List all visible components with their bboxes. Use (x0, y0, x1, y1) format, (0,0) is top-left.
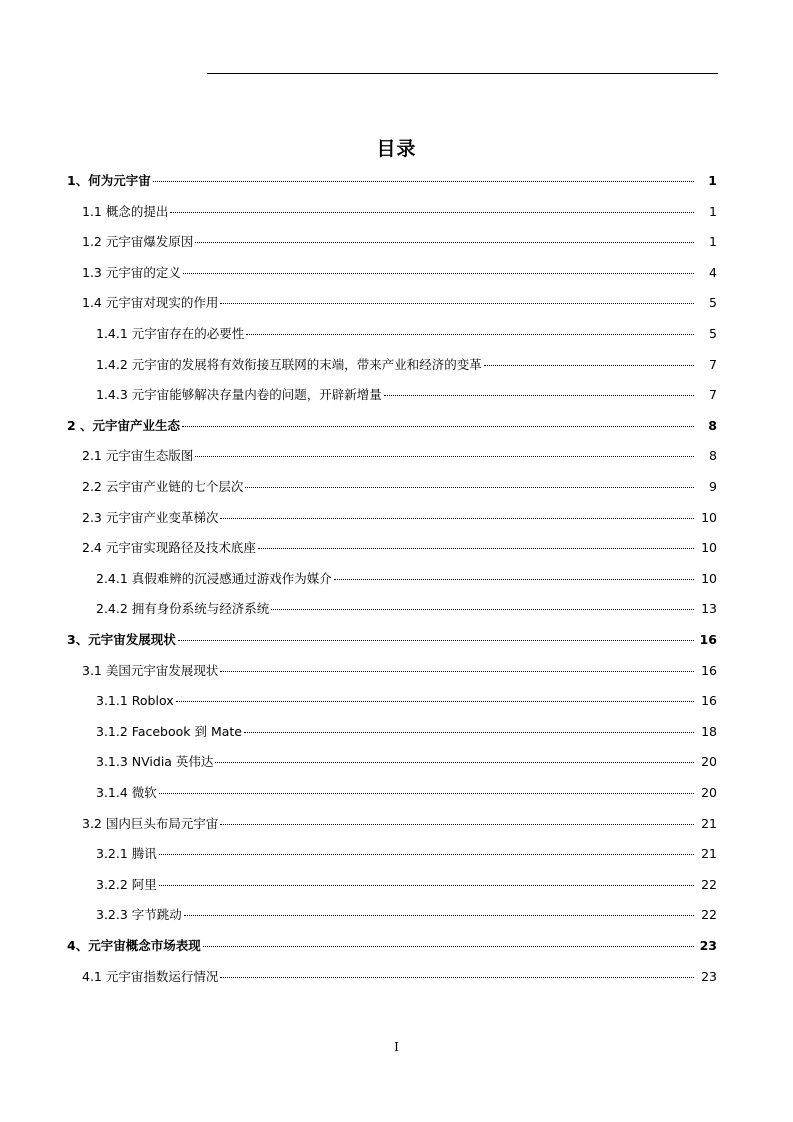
dot-leader (220, 518, 694, 519)
toc-entry-page: 10 (701, 509, 717, 525)
toc-entry[interactable] (0, 783, 793, 803)
toc-entry-page: 21 (701, 815, 717, 831)
dot-leader (244, 732, 694, 733)
toc-entry-page: 16 (701, 693, 717, 709)
toc-entry-page: 9 (709, 479, 717, 494)
toc-entry-label: 1.4.2 元宇宙的发展将有效衔接互联网的末端，带来产业和经济的变革 (96, 356, 482, 372)
toc-entry-page: 16 (701, 662, 717, 678)
toc-entry-page: 7 (709, 387, 717, 403)
toc-entry-page: 16 (699, 632, 717, 647)
toc-entry-label: 2 、元宇宙产业生态 (67, 417, 181, 433)
toc-entry[interactable] (0, 875, 793, 895)
dot-leader (245, 487, 694, 488)
toc-entry-label: 3.1.4 微软 (96, 785, 157, 800)
toc-entry-page: 23 (699, 938, 717, 953)
toc-entry-label: 3.1 美国元宇宙发展现状 (82, 662, 219, 678)
toc-entry[interactable] (0, 446, 793, 466)
toc-entry[interactable] (0, 477, 793, 497)
toc-entry-label: 3.2 国内巨头布局元宇宙 (82, 815, 219, 831)
toc-entry-page: 10 (701, 540, 717, 556)
toc-entry-label: 1.4.3 元宇宙能够解决存量内卷的问题，开辟新增量 (96, 387, 382, 403)
dot-leader (215, 762, 694, 763)
toc-entry[interactable] (0, 936, 793, 956)
toc-entry[interactable] (0, 599, 793, 619)
toc-entry-label: 2.1 元宇宙生态版图 (82, 448, 194, 464)
page-number-footer: I (394, 1040, 399, 1054)
dot-leader (182, 426, 694, 427)
toc-entry-page: 22 (701, 876, 717, 892)
dot-leader (159, 854, 694, 855)
toc-entry[interactable] (0, 844, 793, 864)
header-rule (207, 73, 718, 74)
toc-entry-page: 22 (701, 907, 717, 923)
toc-entry[interactable] (0, 814, 793, 834)
toc-entry-label: 1.4 元宇宙对现实的作用 (82, 295, 219, 311)
toc-entry-label: 3.1.1 Roblox (96, 693, 174, 709)
toc-entry[interactable] (0, 569, 793, 589)
toc-entry-label: 1.4.1 元宇宙存在的必要性 (96, 326, 245, 341)
dot-leader (271, 609, 694, 610)
toc-entry-label: 4、元宇宙概念市场表现 (67, 938, 201, 953)
toc-entry[interactable] (0, 661, 793, 681)
toc-entry-label: 1.3 元宇宙的定义 (82, 264, 181, 280)
toc-entry[interactable] (0, 416, 793, 436)
toc-entry-page: 18 (701, 723, 717, 739)
toc-entry-label: 2.2 云宇宙产业链的七个层次 (82, 479, 244, 494)
toc-entry-page: 1 (709, 234, 717, 250)
toc-entry-page: 5 (709, 326, 717, 341)
toc-entry[interactable] (0, 905, 793, 925)
toc-entry-page: 1 (709, 203, 717, 219)
dot-leader (334, 579, 694, 580)
toc-entry[interactable] (0, 202, 793, 222)
toc-entry-label: 4.1 元宇宙指数运行情况 (82, 968, 219, 984)
toc-entry[interactable] (0, 630, 793, 650)
dot-leader (246, 334, 694, 335)
toc-entry-page: 4 (709, 264, 717, 280)
dot-leader (153, 181, 694, 182)
toc-entry-page: 21 (701, 846, 717, 862)
dot-leader (258, 548, 694, 549)
dot-leader (203, 946, 694, 947)
toc-entry[interactable] (0, 508, 793, 528)
dot-leader (220, 824, 694, 825)
toc-entry-page: 13 (701, 601, 717, 617)
toc-entry-label: 3.2.3 字节跳动 (96, 907, 182, 923)
dot-leader (170, 212, 694, 213)
dot-leader (220, 303, 694, 304)
toc-entry-page: 20 (701, 754, 717, 770)
toc-entry-label: 2.4 元宇宙实现路径及技术底座 (82, 540, 256, 556)
toc-entry[interactable] (0, 752, 793, 772)
toc-title: 目录 (376, 138, 417, 160)
toc-entry[interactable] (0, 355, 793, 375)
toc-entry[interactable] (0, 232, 793, 252)
dot-leader (195, 242, 694, 243)
dot-leader (195, 456, 694, 457)
toc-entry-label: 3.2.2 阿里 (96, 876, 157, 892)
dot-leader (178, 640, 694, 641)
toc-entry-label: 1.1 概念的提出 (82, 203, 169, 219)
toc-entry-label: 3.1.3 NVidia 英伟达 (96, 754, 214, 770)
toc-entry-page: 23 (701, 968, 717, 984)
dot-leader (159, 885, 694, 886)
toc-entry[interactable] (0, 385, 793, 405)
toc-entry[interactable] (0, 967, 793, 987)
toc-entry[interactable] (0, 171, 793, 191)
toc-entry-label: 2.4.1 真假难辨的沉浸感通过游戏作为媒介 (96, 570, 332, 586)
toc-entry-label: 2.4.2 拥有身份系统与经济系统 (96, 601, 270, 617)
dot-leader (159, 793, 694, 794)
dot-leader (220, 671, 694, 672)
toc-entry[interactable] (0, 293, 793, 313)
dot-leader (176, 701, 694, 702)
toc-entry[interactable] (0, 722, 793, 742)
toc-entry-page: 5 (709, 295, 717, 311)
toc-entry-label: 3.1.2 Facebook 到 Mate (96, 723, 242, 739)
toc-entry-label: 3.2.1 腾讯 (96, 846, 157, 862)
toc-entry-page: 7 (709, 356, 717, 372)
dot-leader (484, 365, 694, 366)
toc-entry-label: 2.3 元宇宙产业变革梯次 (82, 509, 219, 525)
dot-leader (183, 273, 694, 274)
toc-entry-page: 8 (709, 448, 717, 464)
toc-entry[interactable] (0, 263, 793, 283)
dot-leader (220, 977, 694, 978)
toc-entry-label: 1.2 元宇宙爆发原因 (82, 234, 194, 250)
toc-entry-label: 3、元宇宙发展现状 (67, 632, 176, 647)
toc-entry-page: 10 (701, 570, 717, 586)
toc-entry-page: 20 (701, 785, 717, 800)
toc-entry-label: 1、何为元宇宙 (67, 173, 151, 188)
toc-entry-page: 8 (708, 417, 717, 433)
toc-entry[interactable] (0, 538, 793, 558)
dot-leader (384, 395, 694, 396)
toc-entry-page: 1 (708, 173, 717, 188)
toc-entry[interactable] (0, 691, 793, 711)
toc-entry[interactable] (0, 324, 793, 344)
dot-leader (184, 915, 694, 916)
